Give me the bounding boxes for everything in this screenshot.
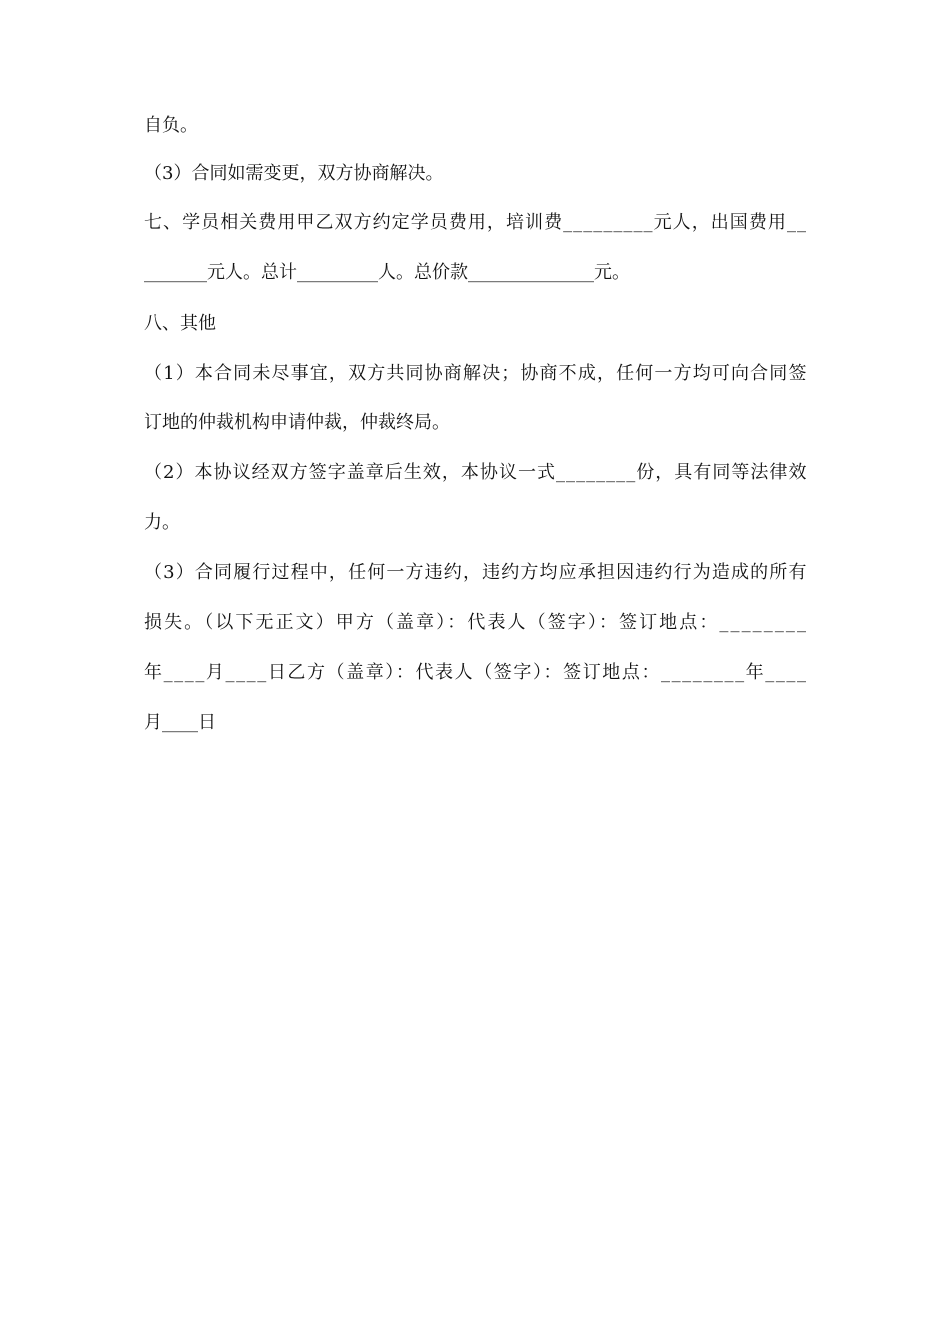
text-line-12: 年____月____日乙方（盖章）：代表人（签字）：签订地点：________年____ [144,662,808,683]
text-line-7: 订地的仲裁机构申请仲裁，仲裁终局。 [144,412,450,433]
text-line-2: （3）合同如需变更，双方协商解决。 [144,163,444,184]
text-line-11: 损失。（以下无正文）甲方（盖章）：代表人（签字）：签订地点：________ [144,612,809,633]
section-heading-other: 八、其他 [144,313,216,334]
text-line-3: 七、学员相关费用甲乙双方约定学员费用，培训费_________元人，出国费用__ [144,212,808,233]
text-line-10: （3）合同履行过程中，任何一方违约，违约方均应承担因违约行为造成的所有 [144,562,808,583]
text-line-1: 自负。 [144,115,198,136]
text-line-13: 月____日 [144,712,216,733]
text-line-6: （1）本合同未尽事宜，双方共同协商解决；协商不成，任何一方均可向合同签 [144,363,808,384]
text-line-8: （2）本协议经双方签字盖章后生效，本协议一式________份，具有同等法律效 [144,462,808,483]
text-line-9: 力。 [144,512,180,533]
text-line-4: _______元人。总计_________人。总价款______________元。 [144,262,630,283]
